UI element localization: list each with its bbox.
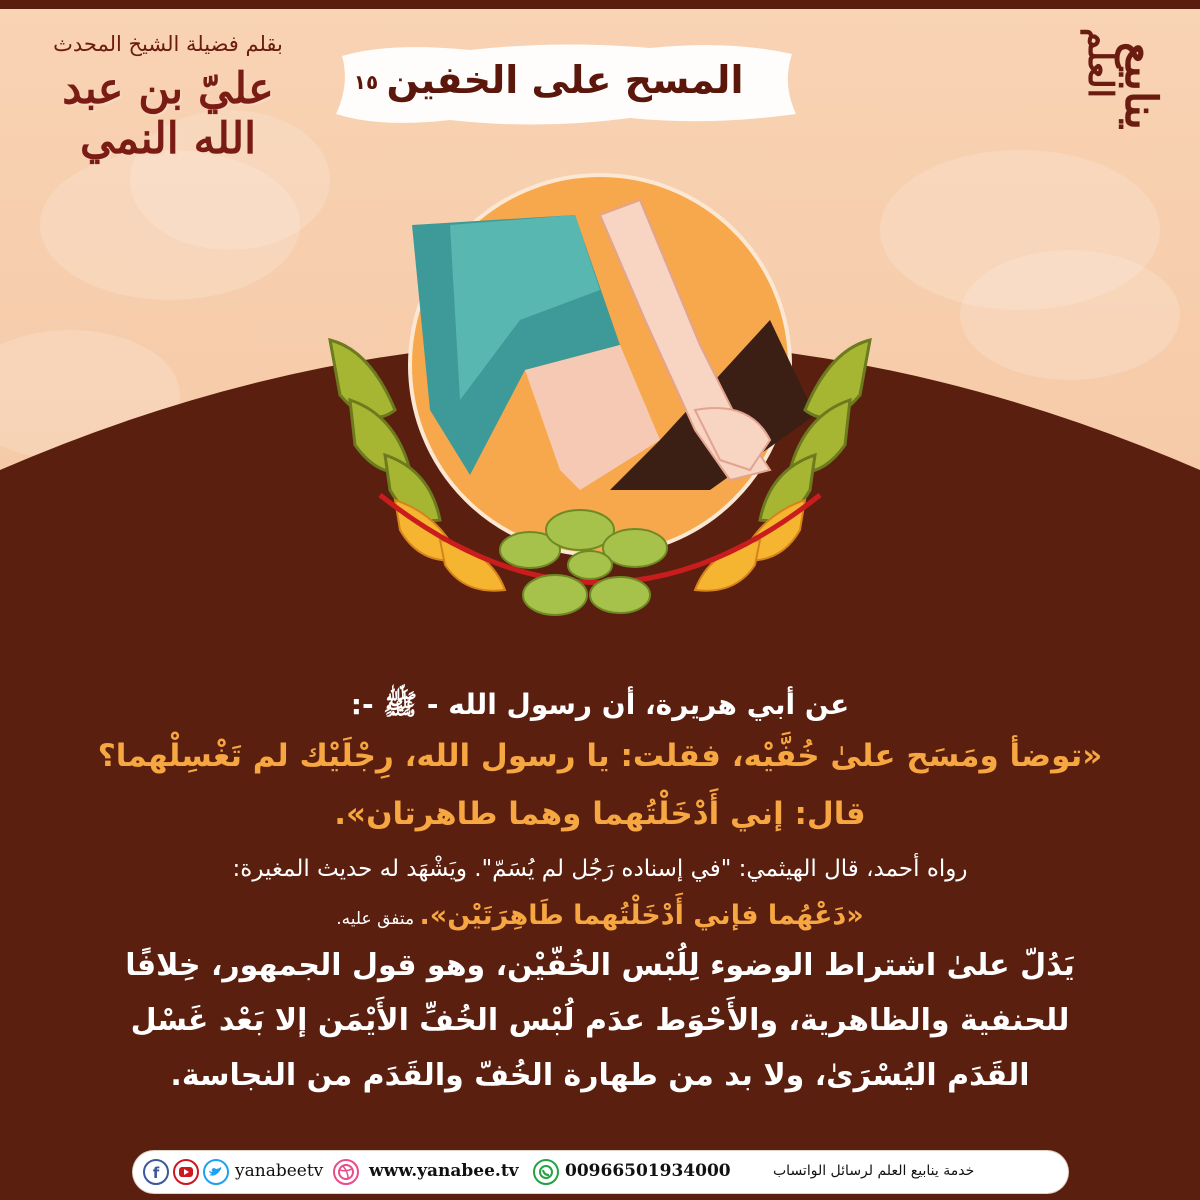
commentary-line-1: يَدُلّ علىٰ اشتراط الوضوء لِلُبْس الخُفّيْن، وهو قول الجمهور، خِلافًا — [125, 948, 1075, 983]
agreed-upon-note: متفق عليه. — [336, 909, 420, 929]
second-hadith-text: «دَعْهُما فإني أَدْخَلْتُهما طَاهِرَتَيْن». — [419, 900, 864, 931]
facebook-icon[interactable] — [143, 1159, 169, 1185]
lesson-number: ١٥ — [353, 70, 379, 94]
website-link[interactable]: www.yanabee.tv — [369, 1161, 519, 1181]
author-name: عليّ بن عبد الله النمي — [62, 64, 274, 164]
hadith-quote-line-2: قال: إني أَدْخَلْتُهما وهما طاهرتان». — [334, 796, 866, 832]
hadith-quote-line-1: «توضأ ومَسَح علىٰ خُفَّيْه، فقلت: يا رسول الله، رِجْلَيْك لم تَغْسِلْهما؟ — [97, 738, 1103, 774]
commentary-line-3: القَدَم اليُسْرَىٰ، ولا بد من طهارة الخُفّ والقَدَم من النجاسة. — [170, 1058, 1030, 1093]
whatsapp-icon[interactable] — [533, 1159, 559, 1185]
dribbble-icon[interactable] — [333, 1159, 359, 1185]
wudu-illustration — [300, 170, 900, 670]
author-prefix: بقلم فضيلة الشيخ المحدث — [53, 32, 283, 56]
narration-line: رواه أحمد، قال الهيثمي: "في إسناده رَجُل لم يُسَمّ". ويَشْهَد له حديث المغيرة: — [232, 856, 968, 882]
commentary-line-2: للحنفية والظاهرية، والأَحْوَط عدَم لُبْس الخُفِّ الأَيْمَن إلا بَعْد غَسْل — [130, 1003, 1070, 1038]
whatsapp-number[interactable]: 00966501934000 — [565, 1161, 731, 1181]
logo-word-1: ينابيع — [1115, 42, 1166, 130]
logo — [1074, 22, 1170, 182]
social-handle[interactable]: yanabeetv — [235, 1161, 324, 1181]
twitter-icon[interactable] — [203, 1159, 229, 1185]
second-hadith — [0, 900, 1200, 931]
whatsapp-service-label: خدمة ينابيع العلم لرسائل الواتساب — [773, 1163, 975, 1179]
page-title: المسح على الخفين — [386, 58, 744, 102]
logo-word-2: العلم — [1080, 28, 1120, 99]
hadith-intro: عن أبي هريرة، أن رسول الله - ﷺ -: — [350, 688, 850, 721]
youtube-icon[interactable] — [173, 1159, 199, 1185]
svg-text:f: f — [152, 1164, 160, 1182]
footer-bar — [133, 1151, 1068, 1193]
